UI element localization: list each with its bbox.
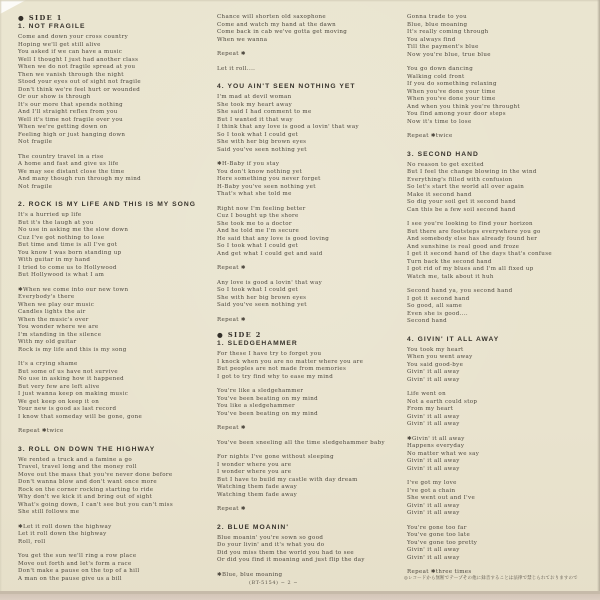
lyric-line: Walking cold front xyxy=(407,73,465,80)
lyric-line: So dig your soil get it second hand xyxy=(407,199,516,205)
stanza xyxy=(407,288,577,326)
stanza xyxy=(407,14,577,59)
lyric-line: But there are footsteps everywhere you go xyxy=(407,228,541,235)
lyric-line: Can this be a few soil second hand xyxy=(407,206,516,213)
lyric-line: ✱When we come into our new town xyxy=(18,286,129,293)
lyric-line: Repeat ✱ xyxy=(217,506,246,512)
lyric-line: Cuz I've got nothing to lose xyxy=(18,234,105,241)
lyric-line: Cuz I bought up the shore xyxy=(217,213,299,219)
lyric-line: A man on the pause give us a bill xyxy=(18,575,122,582)
lyric-line: It's our more that spends nothing xyxy=(18,101,124,108)
lyric-line: You asked if we can have a music xyxy=(18,49,123,55)
lyric-line: Here something you never forget xyxy=(217,176,321,182)
stanza xyxy=(18,154,213,192)
lyric-line: And many though run through my mind xyxy=(18,176,141,182)
stanza xyxy=(217,51,402,59)
lyric-line: You've been sneeling all the time sledgehammer baby xyxy=(217,439,385,446)
lyric-line: Now it's time to lose xyxy=(407,118,472,125)
lyric-line: But I wanted it that way xyxy=(217,116,293,123)
lyrics-column xyxy=(407,14,577,584)
lyric-line: And get what I could get and said xyxy=(217,250,323,257)
lyric-line: Do your livin' and it's what you do xyxy=(217,542,325,548)
lyric-line: I just wanna keep on making music xyxy=(18,391,129,397)
lyric-line: He said that any love is good loving xyxy=(217,235,330,242)
lyric-line: Any love is good a lovin' that way xyxy=(217,279,323,286)
lyric-line: Watching them fade away xyxy=(217,484,298,490)
song-title: 2. BLUE MOANIN' xyxy=(217,523,289,531)
stanza xyxy=(407,162,577,215)
lyric-line: Givin' it all away xyxy=(407,421,460,427)
lyric-line: Life went on xyxy=(407,391,446,397)
stanza xyxy=(18,287,213,355)
lyric-line: Let it roll.... xyxy=(217,65,256,72)
lyric-line: I think that any love is good a lovin' that way xyxy=(217,124,359,130)
stanza xyxy=(407,525,577,563)
lyric-line: Watch me, talk about it huh xyxy=(407,273,494,280)
lyric-line: From my heart xyxy=(407,406,454,412)
song-title: 1. SLEDGEHAMMER xyxy=(217,340,298,347)
lyric-line: Well I thought I just had another class xyxy=(18,56,139,63)
lyric-line: Candles lights the air xyxy=(18,309,86,315)
lyric-line: Everybody's there xyxy=(18,294,75,300)
lyric-line: Givin' it all away xyxy=(407,369,460,375)
lyric-line: Givin' it all away xyxy=(407,502,460,509)
lyric-line: But very few are left alive xyxy=(18,383,100,390)
scan-edge-top xyxy=(0,0,600,2)
lyric-line: And I'll straight reflex from you xyxy=(18,109,118,115)
lyric-line: ✱Let it roll down the highway xyxy=(18,523,112,530)
lyric-line: You're gone too far xyxy=(407,524,467,531)
lyric-line: Gonna trade to you xyxy=(407,14,467,20)
lyric-line: You find among your door steps xyxy=(407,111,506,117)
lyrics-column xyxy=(18,14,213,590)
lyric-line: You know I was born standing up xyxy=(18,249,122,256)
lyric-line: Not fragile xyxy=(18,183,53,190)
lyric-line: Then we vanish through the night xyxy=(18,71,124,78)
lyric-line: ✱Givin' it all away xyxy=(407,435,465,442)
lyric-line: Happens everyday xyxy=(407,443,465,449)
lyric-line: So I took what I could get xyxy=(217,287,299,293)
lyric-line: With my old guitar xyxy=(18,339,77,345)
song-title: 4. GIVIN' IT ALL AWAY xyxy=(407,335,500,343)
lyric-line: I got rid of my blues and I'm all fixed up xyxy=(407,266,534,272)
lyric-line: For nights I've gone without sleeping xyxy=(217,454,334,460)
side-label: ● SIDE 2 xyxy=(217,331,262,339)
lyric-line: So good, all same xyxy=(407,303,463,309)
lyric-line: She went out and I've xyxy=(407,495,476,501)
lyric-line: ✱H-Baby if you stay xyxy=(217,161,280,167)
lyric-line: Right now I'm feeling better xyxy=(217,205,306,212)
lyric-line: I got it second hand xyxy=(407,295,470,302)
lyric-line: Watching them fade away xyxy=(217,491,298,498)
stanza xyxy=(217,535,402,565)
lyric-line: Turn back the second hand xyxy=(407,258,492,265)
lyric-line: And when you think you're throught xyxy=(407,103,520,110)
stanza xyxy=(217,280,402,310)
lyric-line: But time and time is all I've got xyxy=(18,242,118,248)
song-title: 2. ROCK IS MY LIFE AND THIS IS MY SONG xyxy=(18,201,197,208)
lyric-line: With guitar in my hand xyxy=(18,257,91,263)
lyric-line: Even she is good.... xyxy=(407,310,469,317)
lyric-line: Not fragile xyxy=(18,139,53,145)
lyric-line: But Hollywood is what I am xyxy=(18,272,105,278)
lyric-line: Repeat ✱ xyxy=(217,425,246,431)
lyric-line: I'm standing in the silence xyxy=(18,331,102,338)
lyric-line: Come back in cab we've gotta get moving xyxy=(217,29,348,35)
lyric-line: You've been beating on my mind xyxy=(217,395,318,402)
lyric-line: Till the payment's blue xyxy=(407,44,479,50)
lyric-line: Why don't we kick it and bring out of sight xyxy=(18,494,153,500)
stanza xyxy=(217,351,402,381)
lyric-line: Don't think we're feel hurt or wounded xyxy=(18,86,141,93)
scan-edge-left xyxy=(0,0,2,600)
lyric-line: But I have to build my castle with day dream xyxy=(217,476,358,483)
lyric-line: Givin' it all away xyxy=(407,465,460,472)
song-title: 1. NOT FRAGILE xyxy=(18,23,86,30)
stanza xyxy=(18,457,213,517)
lyric-line: She took me to a doctor xyxy=(217,220,292,227)
lyric-line: You've gone too late xyxy=(407,532,471,538)
lyric-line: The country travel in a rise xyxy=(18,153,104,160)
catalog-number: (BT-5154) − 2 − xyxy=(249,580,299,586)
lyric-line: Move out the mass that you've never done before xyxy=(18,471,173,478)
lyric-line: You're like a sledgehammer xyxy=(217,388,304,394)
stanza xyxy=(407,221,577,281)
lyric-line: Your new is good as last record xyxy=(18,406,117,412)
lyric-line: I wonder where you are xyxy=(217,461,292,468)
lyric-line: Rock on the corner rocking starting to ride xyxy=(18,486,154,493)
lyric-line: Or did you find it moaning and just flip the day xyxy=(217,557,365,563)
lyric-line: No use in asking me the slow down xyxy=(18,227,129,233)
copyright-notice-jp: ◎レコードから無断でテープその他に録音することは法律で禁じられておりますので xyxy=(404,576,578,581)
lyric-line: It's really coming through xyxy=(407,29,489,35)
stanza xyxy=(217,66,402,74)
lyric-line: And sunshine is real good and froze xyxy=(407,243,520,250)
stanza xyxy=(217,425,402,433)
lyric-line: I tried to come us to Hollywood xyxy=(18,264,117,271)
stanza xyxy=(407,436,577,474)
stanza xyxy=(217,506,402,514)
lyric-line: She with her big brown eyes xyxy=(217,139,307,145)
lyric-line: We get keep on keep it on xyxy=(18,398,100,405)
lyric-line: Come and watch my hand at the dawn xyxy=(217,21,337,28)
lyric-line: I know that someday will be gone, gone xyxy=(18,413,143,420)
song-title: 3. SECOND HAND xyxy=(407,150,479,158)
lyric-line: And somebody else has already found her xyxy=(407,236,538,242)
lyric-line: When we wanna xyxy=(217,36,268,43)
lyric-line: Feeling high or just hanging down xyxy=(18,131,126,138)
lyric-line: And he told me I'm secure xyxy=(217,228,300,234)
lyric-line: Everything's filled with confusion xyxy=(407,176,513,183)
lyric-line: So let's start the world all over again xyxy=(407,184,525,190)
lyric-line: That's what she told me xyxy=(217,191,292,197)
lyric-line: Or our show is through xyxy=(18,94,91,100)
lyric-line: But it's the laugh at you xyxy=(18,219,94,226)
lyric-line: Second hand xyxy=(407,318,447,324)
scan-corner-artifact xyxy=(0,0,26,14)
lyric-line: Move out forth and let's form a race xyxy=(18,560,132,567)
lyric-line: You don't know nothing yet xyxy=(217,168,303,175)
lyric-line: Chance will shorten old saxophone xyxy=(217,14,327,20)
stanza xyxy=(217,14,402,44)
scan-edge-bottom xyxy=(0,594,600,600)
stanza xyxy=(217,572,402,580)
stanza xyxy=(18,34,213,147)
lyric-line: When the music's over xyxy=(18,316,89,323)
lyric-line: Hoping we'll get still alive xyxy=(18,41,101,48)
lyric-line: Come and down your cross country xyxy=(18,34,129,40)
lyric-line: Repeat ✱ xyxy=(217,265,246,271)
lyric-line: Blue, blue moaning xyxy=(407,21,468,28)
lyric-line: You said good-bye xyxy=(407,361,464,368)
lyric-line: You took my heart xyxy=(407,346,464,353)
stanza xyxy=(407,66,577,126)
lyric-line: We rented a truck and a famine a go xyxy=(18,456,132,463)
lyric-line: I've got my love xyxy=(407,480,457,486)
lyric-line: But some of us have not survive xyxy=(18,368,118,375)
lyric-line: Repeat ✱three times xyxy=(407,569,472,575)
lyric-line: What's going down, I can't see but you can't miss xyxy=(18,501,173,508)
lyric-line: So I took what I could get xyxy=(217,243,299,249)
lyric-line: She took my heart away xyxy=(217,101,293,108)
stanza xyxy=(407,133,577,141)
stanza xyxy=(407,391,577,429)
lyric-line: I've got a chain xyxy=(407,487,456,494)
stanza xyxy=(407,347,577,385)
lyric-line: No matter what we say xyxy=(407,450,480,457)
lyric-line: Let it roll down the highway xyxy=(18,531,107,537)
lyric-line: Not a earth could stop xyxy=(407,398,478,405)
lyric-line: Repeat ✱ xyxy=(217,51,246,57)
lyric-line: I see you're looking to find your horizon xyxy=(407,221,533,227)
song-title: 3. ROLL ON DOWN THE HIGHWAY xyxy=(18,445,156,453)
lyric-line: Stood your eyes out of sight not fragile xyxy=(18,79,141,85)
lyric-line: Said you've seen nothing yet xyxy=(217,146,307,153)
stanza xyxy=(217,317,402,325)
lyrics-column xyxy=(217,14,402,586)
lyric-line: I got to try find why to ease my mind xyxy=(217,373,334,380)
song-title: 4. YOU AIN'T SEEN NOTHING YET xyxy=(217,83,356,90)
side-label: ● SIDE 1 xyxy=(18,14,63,22)
lyric-line: Make it second hand xyxy=(407,191,472,198)
lyric-line: But I feel the change blowing in the wind xyxy=(407,169,537,175)
lyric-line: Well it's time not fragile over you xyxy=(18,116,124,123)
stanza xyxy=(217,454,402,499)
lyric-line: Did you miss them the world you had to see xyxy=(217,549,355,556)
lyric-line: She still follows me xyxy=(18,509,80,515)
lyric-line: Rock is my life and this is my song xyxy=(18,346,127,353)
stanza xyxy=(217,265,402,273)
stanza xyxy=(217,206,402,259)
lyric-line: Don't make a pause on the top of a hill xyxy=(18,568,140,574)
lyric-line: Givin' it all away xyxy=(407,413,460,420)
lyric-line: So I took what I could get xyxy=(217,131,299,138)
stanza xyxy=(18,524,213,547)
lyric-line: Don't wanna blow and don't want once more xyxy=(18,479,157,485)
lyric-line: Blue moanin' you're sown so good xyxy=(217,534,324,541)
lyric-line: We may see distant close the time xyxy=(18,168,125,175)
lyric-line: Roll, roll xyxy=(18,538,46,545)
lyric-line: When you've done your time xyxy=(407,96,496,102)
lyric-line: Givin' it all away xyxy=(407,376,460,383)
stanza xyxy=(217,440,402,448)
lyric-line: But peoples are not made from memories xyxy=(217,366,347,372)
stanza xyxy=(18,553,213,583)
lyric-line: Givin' it all away xyxy=(407,458,460,464)
lyric-line: Travel, travel long and the money roll xyxy=(18,464,137,470)
stanza xyxy=(217,94,402,154)
lyric-line: I wonder where you are xyxy=(217,469,292,475)
lyric-line: When we do not fragile spread at you xyxy=(18,64,136,70)
lyric-line: You wonder where we are xyxy=(18,324,99,330)
stanza xyxy=(217,388,402,418)
lyric-line: Now you're blue, true blue xyxy=(407,51,491,58)
lyric-line: Givin' it all away xyxy=(407,547,460,553)
lyric-line: She with her big brown eyes xyxy=(217,294,307,301)
stanza xyxy=(18,212,213,280)
lyric-line: It's a crying shame xyxy=(18,361,78,367)
lyric-line: You've been beating on my mind xyxy=(217,410,318,417)
lyric-line: ✱Blue, blue moaning xyxy=(217,571,283,578)
lyric-line: I knock when you are no matter where you are xyxy=(217,358,364,365)
lyric-line: You like a sledgehammer xyxy=(217,403,295,409)
lyric-line: Repeat ✱twice xyxy=(407,133,453,139)
lyric-line: No reason to get excited xyxy=(407,161,485,168)
lyric-line: You've gone too pretty xyxy=(407,539,478,546)
lyric-line: She said I had comment to me xyxy=(217,109,312,115)
lyric-line: You get the sun we'll ring a row place xyxy=(18,553,137,559)
stanza xyxy=(217,161,402,199)
lyric-line: You always find xyxy=(407,36,456,43)
stanza xyxy=(407,480,577,518)
lyric-line: It's a hurried up life xyxy=(18,212,82,218)
lyric-line: Repeat ✱ xyxy=(217,316,246,323)
lyric-line: I get it second hand of the days that's confuse xyxy=(407,251,552,257)
lyric-line: Said you've seen nothing yet xyxy=(217,302,307,308)
lyric-line: A home and fast and give us life xyxy=(18,161,119,167)
lyric-line: Givin' it all away xyxy=(407,554,460,561)
lyric-line: H-Baby you've seen nothing yet xyxy=(217,183,316,190)
stanza xyxy=(18,361,213,421)
lyric-line: Givin' it all away xyxy=(407,510,460,516)
lyric-line: For these I have try to forget you xyxy=(217,351,322,357)
lyric-line: When you went away xyxy=(407,354,473,360)
lyric-line: Second hand ya, you second hand xyxy=(407,288,513,294)
lyric-line: You go down dancing xyxy=(407,66,474,72)
lyric-line: When we're getting down on xyxy=(18,124,108,130)
lyric-line: Repeat ✱twice xyxy=(18,428,64,434)
lyric-line: No use in asking how it happened xyxy=(18,376,124,382)
lyric-line: If you do something relaxing xyxy=(407,81,497,87)
lyric-line: When you've done your time xyxy=(407,88,496,95)
lyric-line: When we play our music xyxy=(18,301,95,308)
stanza xyxy=(18,428,213,436)
lyric-line: I'm mad at devil woman xyxy=(217,94,292,100)
